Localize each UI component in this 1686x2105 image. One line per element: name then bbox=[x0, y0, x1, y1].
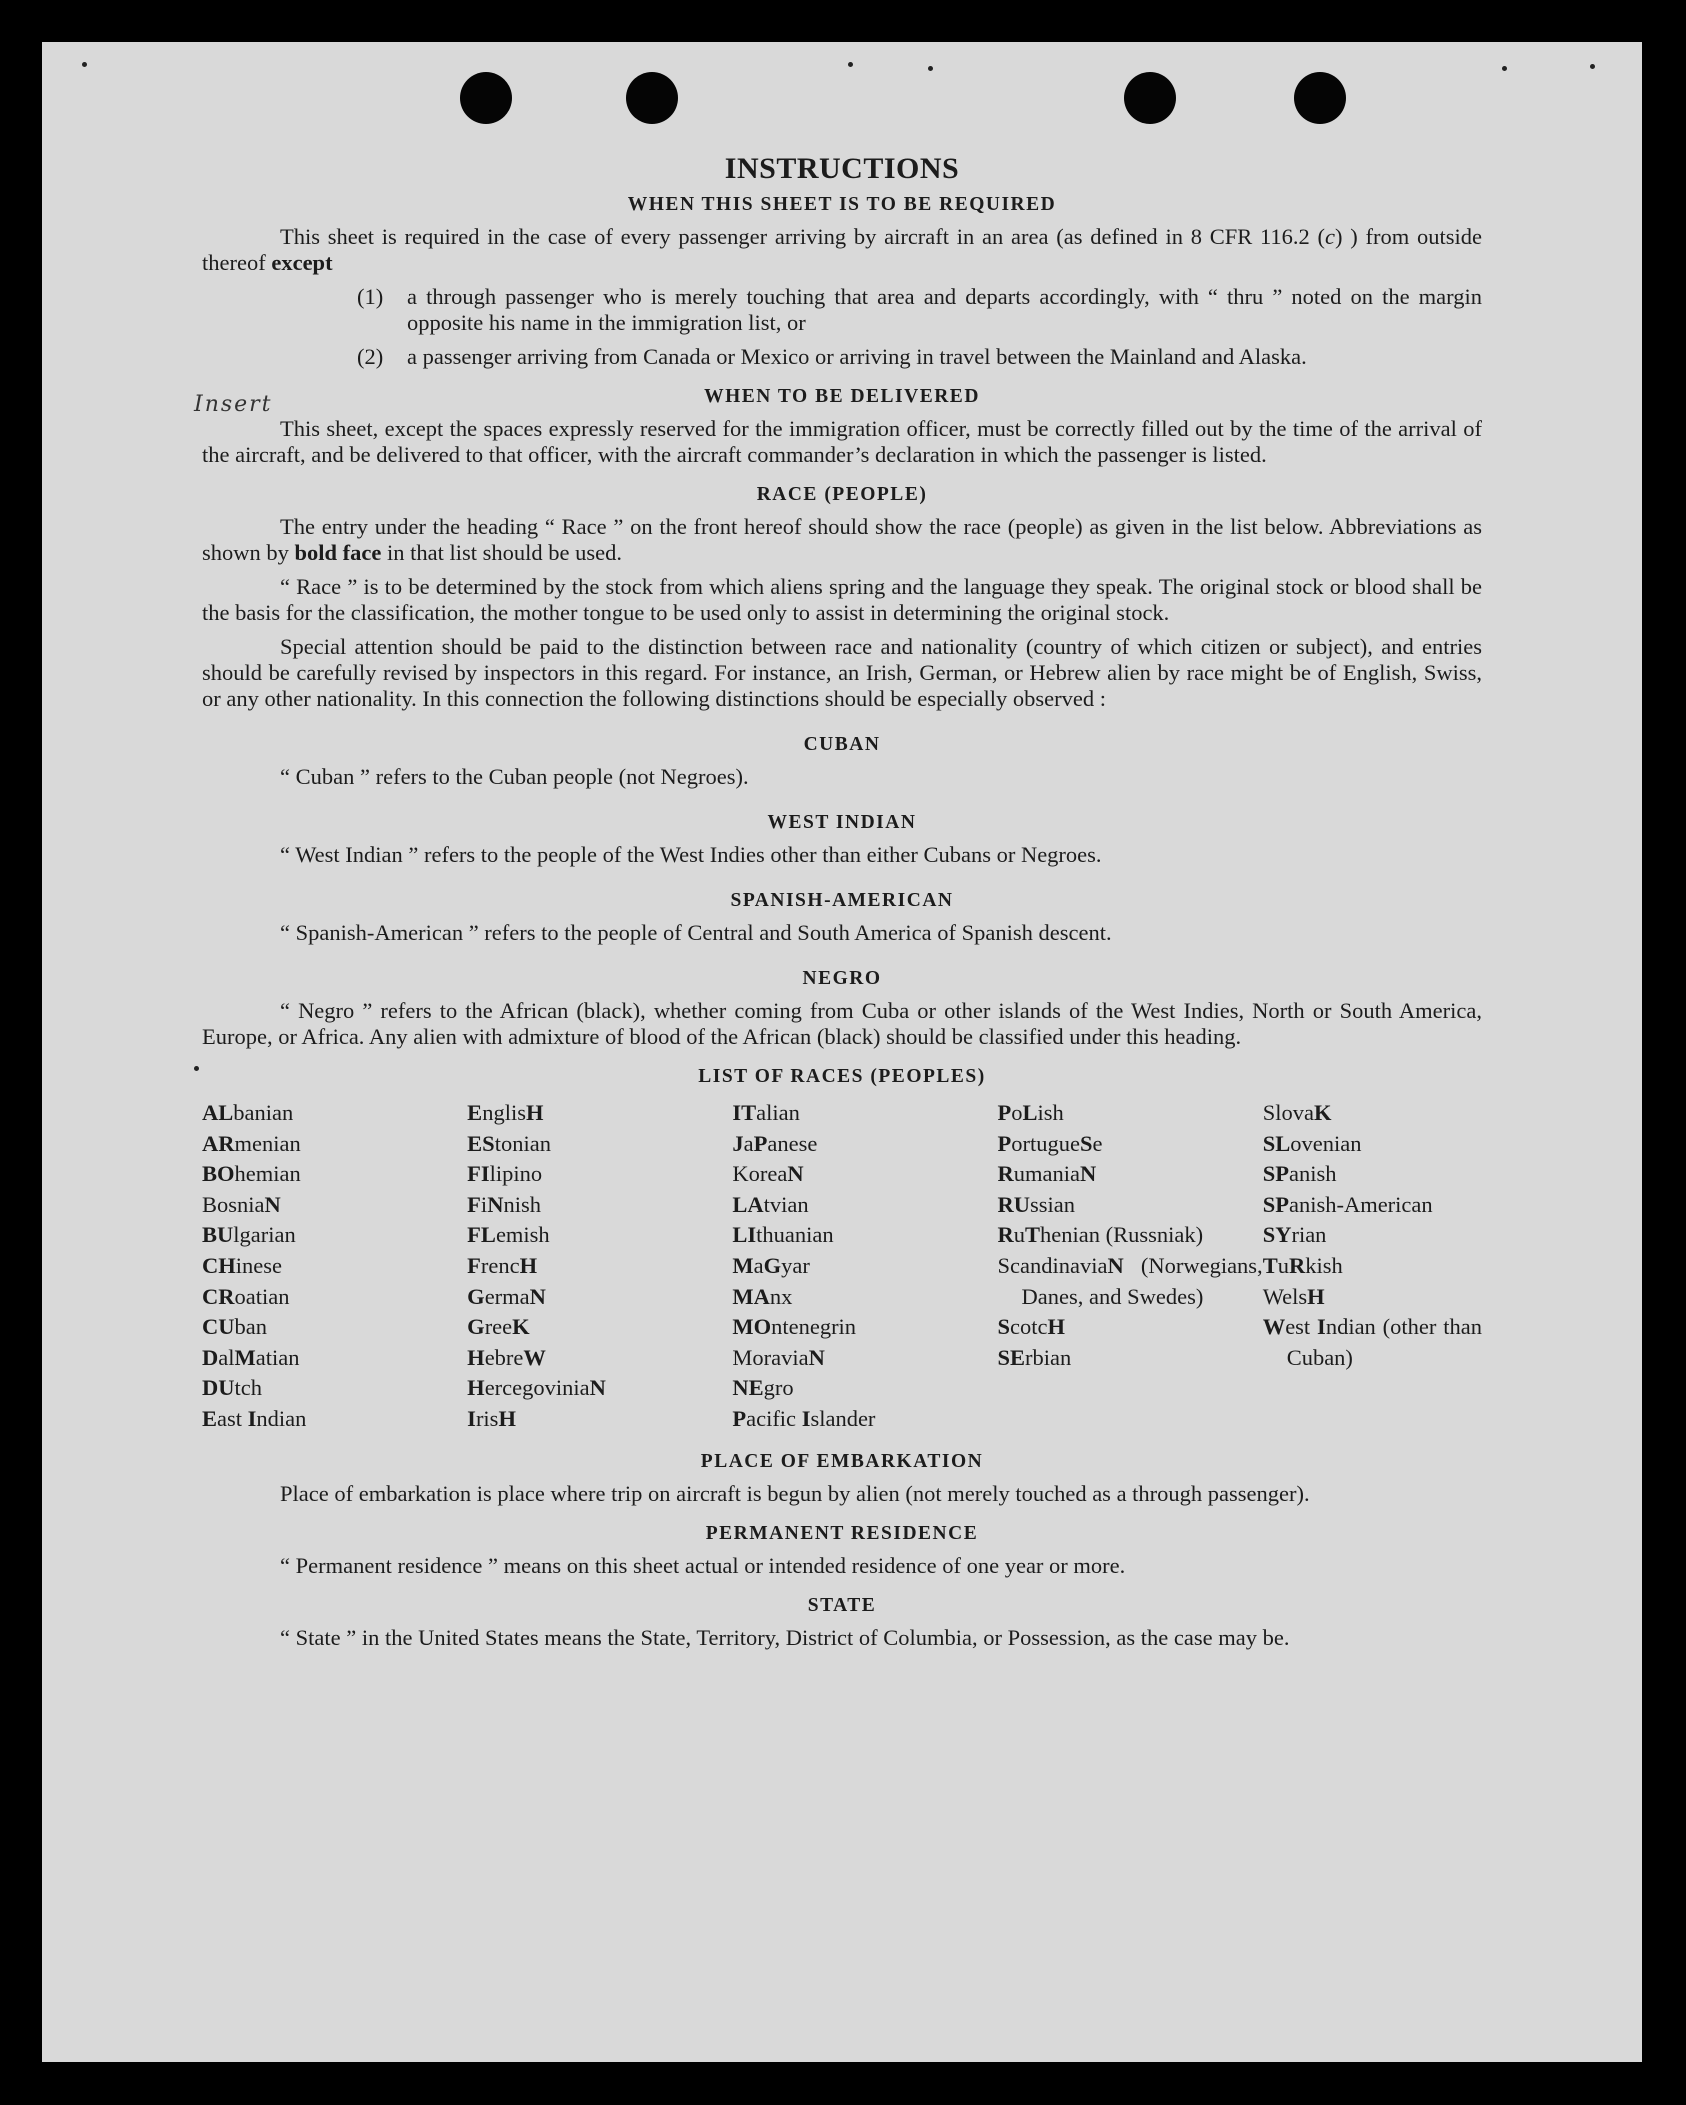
race-entry: ALbanian bbox=[202, 1100, 294, 1125]
required-intro: This sheet is required in the case of every passenger arriving by aircraft in an area (as defined in 8 CFR 116.2 (c) ) from outside thereof except bbox=[202, 224, 1482, 275]
race-entry: RumaniaN bbox=[997, 1161, 1097, 1187]
race-entry: ITalian bbox=[732, 1100, 800, 1125]
race-entry: DalMatian bbox=[202, 1344, 300, 1370]
race-entry: MOntenegrin bbox=[732, 1314, 857, 1340]
race-paragraph: “ Race ” is to be determined by the stock from which aliens spring and the language they speak. The original stock or blood shall be the basis for the classification, the mother tongue to be used only to assist in determining the original stock. bbox=[202, 574, 1482, 625]
race-entry: FiNnish bbox=[467, 1191, 541, 1217]
punch-hole bbox=[1294, 72, 1346, 124]
punch-hole bbox=[626, 72, 678, 124]
state-text: “ State ” in the United States means the State, Territory, District of Columbia, or Possession, as the case may be. bbox=[280, 1624, 1290, 1650]
race-entry: GreeK bbox=[467, 1314, 530, 1340]
race-paragraph: Special attention should be paid to the distinction between race and nationality (country of which citizen or subject), and entries should be carefully revised by inspectors in this regard. For instance, an Irish, German, or Hebrew alien by race might be of English, Swiss, or any other nationality. In this connection the following distinctions should be especially observed : bbox=[202, 634, 1482, 711]
race-column bbox=[998, 1098, 1263, 1435]
race-entry: DUtch bbox=[202, 1375, 262, 1401]
negro-text: “ Negro ” refers to the African (black), whether coming from Cuba or other islands of the West Indies, North or South America, Europe, or Africa. Any alien with admixture of blood of the African (black) should be classified under this heading. bbox=[202, 998, 1482, 1049]
race-entry: ScotcH bbox=[997, 1314, 1066, 1340]
race-column bbox=[732, 1098, 997, 1435]
speck bbox=[1502, 66, 1507, 71]
heading-required: WHEN THIS SHEET IS TO BE REQUIRED bbox=[627, 194, 1057, 215]
race-entry: FIlipino bbox=[467, 1161, 543, 1187]
race-entry: LIthuanian bbox=[732, 1222, 834, 1248]
punch-hole bbox=[1124, 72, 1176, 124]
race-entry: ScandinaviaN (Norwegians, Danes, and Swedes) bbox=[997, 1252, 1263, 1309]
exception-item: (2) a passenger arriving from Canada or Mexico or arriving in travel between the Mainland and Alaska. bbox=[357, 344, 1307, 369]
race-entry: RUssian bbox=[997, 1191, 1076, 1217]
race-entry: WelsH bbox=[1262, 1283, 1325, 1309]
speck bbox=[1590, 64, 1595, 69]
speck bbox=[848, 62, 853, 67]
race-entry: MaGyar bbox=[732, 1252, 810, 1278]
heading-list-of-races: LIST OF RACES (PEOPLES) bbox=[698, 1066, 986, 1087]
speck bbox=[82, 62, 87, 67]
handwritten-note: Insert bbox=[194, 392, 273, 417]
delivered-text: This sheet, except the spaces expressly reserved for the immigration officer, must be correctly filled out by the time of the arrival of the aircraft, and be delivered to that officer, with the aircraft commander’s declaration in which the passenger is listed. bbox=[202, 416, 1482, 467]
race-entry: SPanish bbox=[1262, 1161, 1337, 1187]
race-entry: PortugueSe bbox=[997, 1130, 1103, 1156]
race-entry: HercegoviniaN bbox=[467, 1375, 606, 1401]
heading-permanent-residence: PERMANENT RESIDENCE bbox=[705, 1522, 979, 1544]
race-entry: ARmenian bbox=[202, 1130, 301, 1156]
race-entry: West Indian (other than Cuban) bbox=[1262, 1314, 1482, 1370]
race-entry: SLovenian bbox=[1262, 1130, 1362, 1156]
race-entry: BOhemian bbox=[202, 1161, 301, 1187]
race-entry: PoLish bbox=[997, 1100, 1064, 1125]
race-entry: FLemish bbox=[467, 1222, 550, 1248]
race-entry: KoreaN bbox=[732, 1161, 804, 1187]
heading-west-indian: WEST INDIAN bbox=[767, 812, 917, 833]
race-paragraph: The entry under the heading “ Race ” on the front hereof should show the race (people) as given in the list below. Abbreviations as shown by bold face in that list should be used. bbox=[202, 514, 1482, 565]
punch-hole bbox=[460, 72, 512, 124]
race-entry: CHinese bbox=[202, 1252, 282, 1278]
race-column bbox=[467, 1098, 732, 1435]
race-entry: TuRkish bbox=[1262, 1252, 1343, 1278]
race-entry: Pacific Islander bbox=[732, 1405, 876, 1431]
race-column bbox=[1263, 1098, 1482, 1435]
race-entry: CUban bbox=[202, 1314, 267, 1340]
page-title: INSTRUCTIONS bbox=[724, 152, 960, 185]
race-entry: GermaN bbox=[467, 1283, 546, 1309]
heading-state: STATE bbox=[807, 1594, 877, 1616]
race-entry: SYrian bbox=[1262, 1222, 1327, 1248]
heading-embarkation: PLACE OF EMBARKATION bbox=[700, 1450, 984, 1472]
race-entry: RuThenian (Russniak) bbox=[997, 1222, 1204, 1248]
races-list bbox=[202, 1098, 1482, 1435]
cuban-text: “ Cuban ” refers to the Cuban people (not Negroes). bbox=[280, 764, 749, 789]
race-entry: SlovaK bbox=[1262, 1100, 1332, 1125]
race-entry: BosniaN bbox=[202, 1191, 281, 1217]
heading-delivered: WHEN TO BE DELIVERED bbox=[704, 386, 980, 407]
race-entry: LAtvian bbox=[732, 1191, 809, 1217]
speck bbox=[928, 66, 933, 71]
race-entry: FrencH bbox=[467, 1252, 538, 1278]
embarkation-text: Place of embarkation is place where trip on aircraft is begun by alien (not merely touched as a through passenger). bbox=[280, 1480, 1310, 1506]
race-entry: East Indian bbox=[202, 1405, 307, 1431]
race-entry: HebreW bbox=[467, 1344, 546, 1370]
spanish-american-text: “ Spanish-American ” refers to the people of Central and South America of Spanish descent. bbox=[280, 920, 1112, 945]
speck bbox=[194, 1066, 199, 1071]
race-entry: CRoatian bbox=[202, 1283, 290, 1309]
race-entry: JaPanese bbox=[732, 1130, 818, 1156]
heading-race: RACE (PEOPLE) bbox=[756, 484, 928, 505]
west-indian-text: “ West Indian ” refers to the people of the West Indies other than either Cubans or Negroes. bbox=[280, 842, 1102, 867]
heading-cuban: CUBAN bbox=[803, 734, 881, 755]
instructions-content bbox=[202, 152, 1482, 1659]
race-entry: BUlgarian bbox=[202, 1222, 296, 1248]
race-entry: SErbian bbox=[997, 1344, 1072, 1370]
race-entry: NEgro bbox=[732, 1375, 794, 1401]
race-entry: MAnx bbox=[732, 1283, 793, 1309]
race-entry: MoraviaN bbox=[732, 1344, 825, 1370]
race-entry: EStonian bbox=[467, 1130, 551, 1156]
exception-item: (1) a through passenger who is merely touching that area and departs accordingly, with “ thru ” noted on the margin opposite his name in the immigration list, or bbox=[357, 284, 1482, 335]
heading-negro: NEGRO bbox=[802, 968, 882, 989]
residence-text: “ Permanent residence ” means on this sheet actual or intended residence of one year or more. bbox=[280, 1552, 1126, 1578]
race-entry: EnglisH bbox=[467, 1100, 544, 1125]
document-page bbox=[42, 42, 1642, 2062]
heading-spanish-american: SPANISH-AMERICAN bbox=[730, 890, 954, 911]
race-entry: IrisH bbox=[467, 1405, 516, 1431]
race-entry: SPanish-American bbox=[1262, 1191, 1433, 1217]
race-column bbox=[202, 1098, 467, 1435]
